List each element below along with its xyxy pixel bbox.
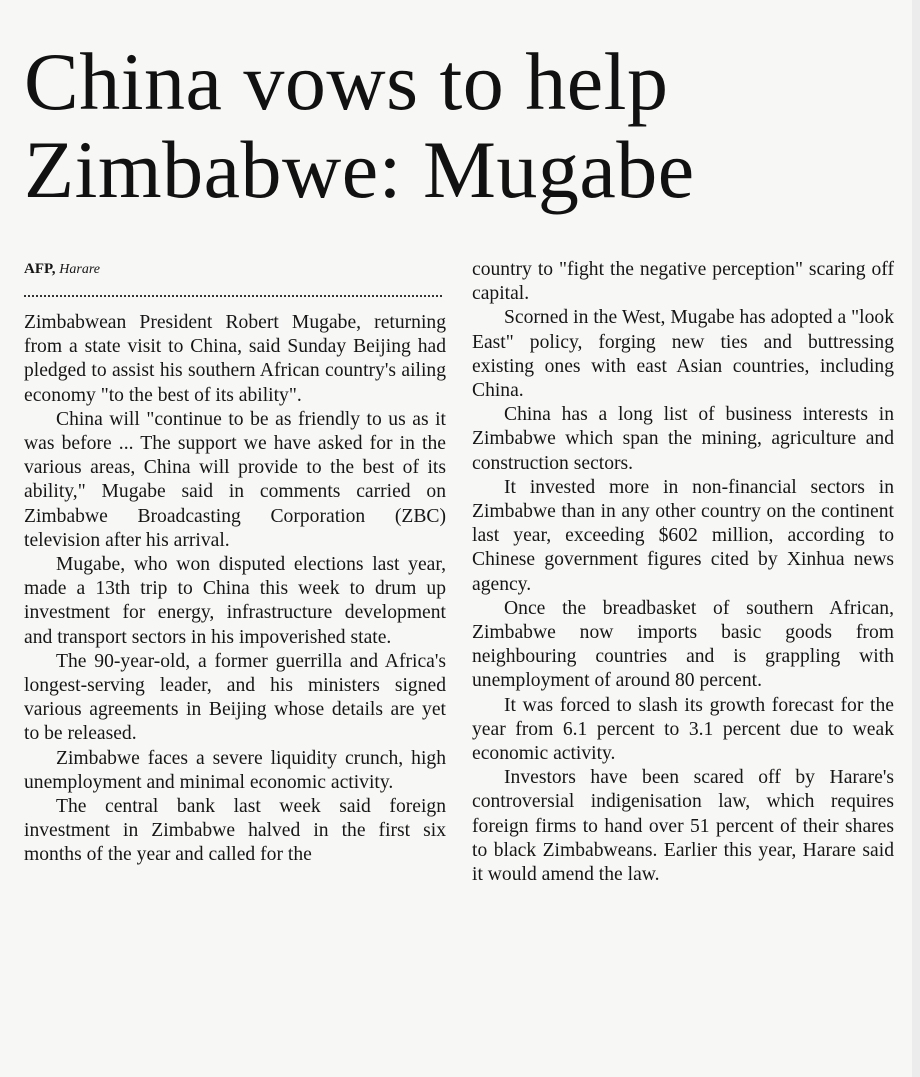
headline-line-1: China vows to help [24, 36, 669, 127]
byline-agency: AFP, [24, 261, 56, 277]
byline [24, 258, 446, 281]
article-paragraph: China will "continue to be as friendly to us as it was before ... The support we have asked for in the various areas, China will provide to the best of its ability," Mugabe said in comments carried on Zimbabwe Broadcasting Corporation (ZBC) television after his arrival. [24, 408, 446, 551]
article-paragraph: Zimbabwe faces a severe liquidity crunch, high unemployment and minimal economic activity. [24, 747, 446, 793]
dotted-divider [24, 295, 442, 297]
article-paragraph: The 90-year-old, a former guerrilla and Africa's longest-serving leader, and his ministers signed various agreements in Beijing whose details are yet to be released. [24, 650, 446, 745]
article-paragraph: Investors have been scared off by Harare's controversial indigenisation law, which requires foreign firms to hand over 51 percent of their shares to black Zimbabweans. Earlier this year, Harare said it would amend the law. [472, 767, 894, 886]
headline-line-2: Zimbabwe: Mugabe [24, 124, 695, 215]
article-column-right [472, 258, 894, 887]
byline-city: Harare [59, 262, 100, 277]
article-paragraph-continuation: country to "fight the negative perception" scaring off capital. [472, 259, 894, 305]
article-column-left [24, 258, 446, 868]
article-paragraph: Zimbabwean President Robert Mugabe, returning from a state visit to China, said Sunday Beijing had pledged to assist his southern African country's ailing economy "to the best of its ability". [24, 312, 446, 406]
article-paragraph: Mugabe, who won disputed elections last year, made a 13th trip to China this week to drum up investment for energy, infrastructure development and transport sectors in his impoverished state. [24, 554, 446, 648]
headline [24, 38, 894, 214]
article-paragraph-continued: The central bank last week said foreign investment in Zimbabwe halved in the first six months of the year and called for the [24, 796, 446, 866]
article-paragraph: It invested more in non-financial sectors in Zimbabwe than in any other country on the continent last year, exceeding $602 million, according to Chinese government figures cited by Xinhua news agency. [472, 476, 894, 595]
article-paragraph: It was forced to slash its growth forecast for the year from 6.1 percent to 3.1 percent due to weak economic activity. [472, 694, 894, 765]
article-paragraph: Scorned in the West, Mugabe has adopted a "look East" policy, forging new ties and buttressing existing ones with east Asian countries, including China. [472, 307, 894, 402]
article-paragraph: Once the breadbasket of southern African, Zimbabwe now imports basic goods from neighbouring countries and is grappling with unemployment of around 80 percent. [472, 597, 894, 692]
article-paragraph: China has a long list of business interests in Zimbabwe which span the mining, agriculture and construction sectors. [472, 404, 894, 474]
